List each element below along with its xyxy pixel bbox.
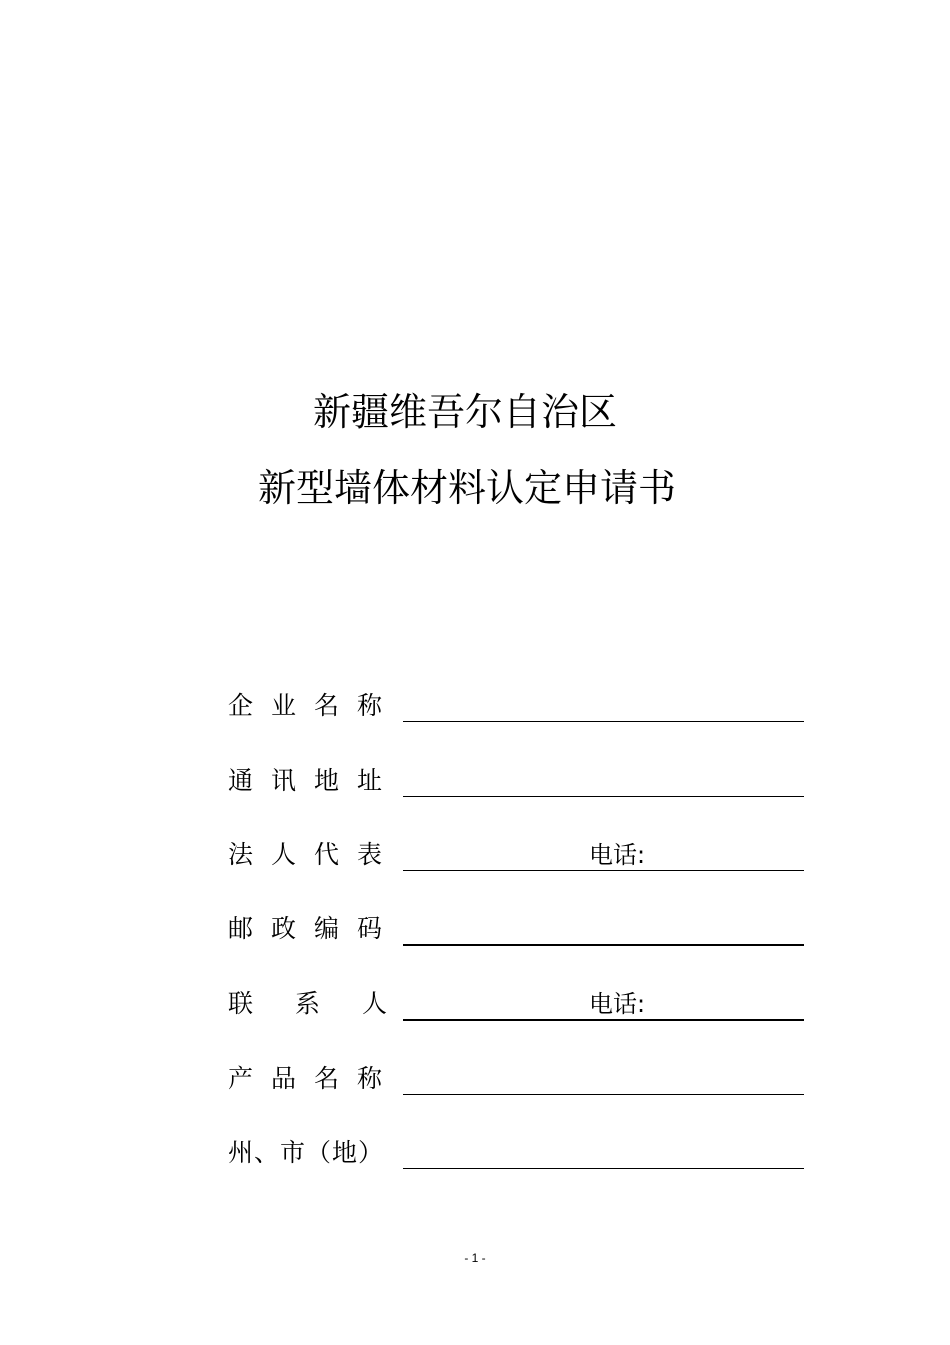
legal-representative-phone-label: 电话: bbox=[589, 841, 646, 869]
address-label: 通讯地址 bbox=[228, 766, 401, 795]
postal-code-label: 邮政编码 bbox=[228, 914, 401, 943]
document-title-line-1: 新疆维吾尔自治区 bbox=[312, 390, 617, 434]
product-name-row bbox=[228, 1062, 808, 1102]
address-row bbox=[228, 764, 808, 804]
contact-person-label-char-1: 联 bbox=[228, 989, 254, 1018]
contact-person-label bbox=[228, 987, 393, 1021]
contact-person-label-char-2: 系 bbox=[295, 989, 321, 1018]
contact-person-label-char-3: 人 bbox=[362, 989, 388, 1018]
legal-representative-field[interactable] bbox=[403, 870, 804, 871]
page-number: - 1 - bbox=[464, 1251, 486, 1265]
contact-person-row bbox=[228, 987, 808, 1027]
product-name-field[interactable] bbox=[403, 1094, 804, 1095]
postal-code-field[interactable] bbox=[403, 944, 804, 946]
legal-representative-row bbox=[228, 838, 808, 878]
postal-code-row bbox=[228, 912, 808, 952]
document-title-line-2: 新型墙体材料认定申请书 bbox=[257, 466, 676, 510]
region-row bbox=[228, 1136, 808, 1176]
region-field[interactable] bbox=[403, 1168, 804, 1169]
address-field[interactable] bbox=[403, 796, 804, 797]
company-name-field[interactable] bbox=[403, 721, 804, 722]
region-label: 州、市（地） bbox=[228, 1138, 385, 1167]
contact-person-phone-label: 电话: bbox=[589, 990, 646, 1018]
legal-representative-label: 法人代表 bbox=[228, 840, 401, 869]
product-name-label: 产品名称 bbox=[228, 1064, 401, 1093]
company-name-row bbox=[228, 689, 808, 729]
contact-person-field[interactable] bbox=[403, 1019, 804, 1021]
company-name-label: 企业名称 bbox=[228, 691, 401, 720]
